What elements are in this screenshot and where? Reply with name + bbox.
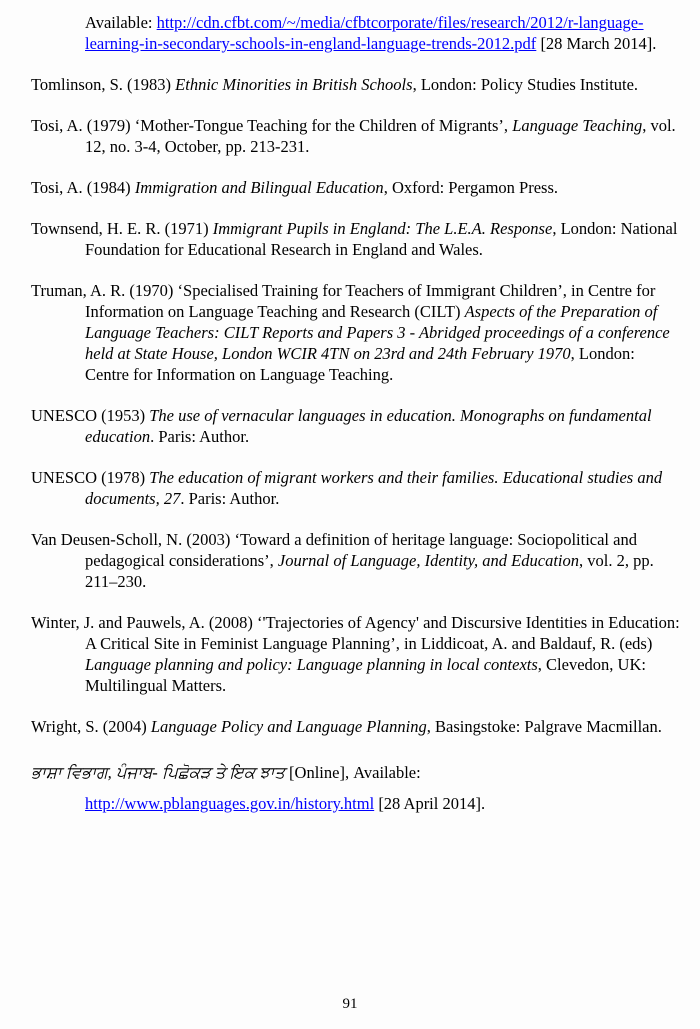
reference-text: Townsend, H. E. R. (1971) xyxy=(31,219,213,238)
reference-text: Winter, J. and Pauwels, A. (2008) ‘'Trajectories of Agency' and Discursive Identities in Education: A Critical Site in Feminist Language Planning’, in Liddicoat, A. and Baldauf, R. (eds) xyxy=(31,613,680,653)
reference-link[interactable]: http://cdn.cfbt.com/~/media/cfbtcorporate/files/research/2012/r-language-learning-in-secondary-schools-in-england-language-trends-2012.pdf xyxy=(85,13,644,53)
reference-text: Available: xyxy=(85,13,157,32)
reference-title: Immigration and Bilingual Education xyxy=(134,178,384,197)
reference-text: [28 March 2014]. xyxy=(536,34,657,53)
reference-text: . Paris: Author. xyxy=(180,489,280,508)
reference-text: Tosi, A. (1984) xyxy=(31,178,135,197)
reference-title: The use of vernacular languages in education. Monographs on fundamental education xyxy=(85,406,652,446)
reference-title: Language Teaching xyxy=(512,116,643,135)
reference-text: , London: Centre for Information on Language Teaching. xyxy=(85,344,635,384)
reference-text: Van Deusen-Scholl, N. (2003) ‘Toward a definition of heritage language: Sociopolitical and pedagogical considerations’, xyxy=(31,530,637,570)
reference-text: Tomlinson, S. (1983) xyxy=(31,75,176,94)
reference-text: [28 April 2014]. xyxy=(374,794,486,813)
reference-text: . Paris: Author. xyxy=(150,427,250,446)
reference-text: Tosi, A. (1979) ‘Mother-Tongue Teaching for the Children of Migrants’, xyxy=(31,116,513,135)
reference-text: UNESCO (1953) xyxy=(31,406,150,425)
reference-entry-wright-2004 xyxy=(31,716,680,737)
reference-text: , Clevedon, UK: Multilingual Matters. xyxy=(85,655,646,695)
reference-title: The education of migrant workers and their families. Educational studies and documents, 27 xyxy=(85,468,663,508)
reference-text: Truman, A. R. (1970) ‘Specialised Training for Teachers of Immigrant Children’, in Centre for Information on Language Teaching and Research (CILT) xyxy=(31,281,656,321)
reference-entry-unesco-1978 xyxy=(31,467,680,509)
reference-link[interactable]: http://www.pblanguages.gov.in/history.html xyxy=(85,794,375,813)
reference-text: , vol. 12, no. 3-4, October, pp. 213-231. xyxy=(85,116,676,156)
reference-title: Journal of Language, Identity, and Education xyxy=(277,551,579,570)
reference-title: Language Policy and Language Planning xyxy=(150,717,427,736)
reference-text: , vol. 2, pp. 211–230. xyxy=(85,551,654,591)
reference-entry-tomlinson-1983 xyxy=(31,74,680,95)
page-number: 91 xyxy=(342,996,358,1012)
reference-title: Ethnic Minorities in British Schools xyxy=(175,75,413,94)
reference-entry-townsend-1971 xyxy=(31,218,680,260)
reference-entry-unesco-1953 xyxy=(31,405,680,447)
reference-entry-truman-1970 xyxy=(31,280,680,385)
reference-title: Immigrant Pupils in England: The L.E.A. Response xyxy=(212,219,553,238)
reference-text: Wright, S. (2004) xyxy=(31,717,151,736)
reference-entry-van-deusen-scholl-2003 xyxy=(31,529,680,592)
reference-title: Language planning and policy: Language planning in local contexts xyxy=(85,655,538,674)
reference-entry-punjabi-language-department xyxy=(31,757,680,819)
reference-entry-winter-pauwels-2008 xyxy=(31,612,680,696)
reference-title: Aspects of the Preparation of Language Teachers: CILT Reports and Papers 3 - Abridged proceedings of a conference held at State House, London WCIR 4TN on 23rd and 24th February 1970 xyxy=(85,302,670,363)
reference-text: , London: Policy Studies Institute. xyxy=(412,75,639,94)
reference-text: , Oxford: Pergamon Press. xyxy=(383,178,558,197)
reference-text: UNESCO (1978) xyxy=(31,468,150,487)
reference-text: , Basingstoke: Palgrave Macmillan. xyxy=(426,717,662,736)
reference-text: [Online], Available: xyxy=(284,763,421,782)
reference-title: ਭਾਸ਼ਾ ਵਿਭਾਗ, ਪੰਜਾਬ- ਪਿਛੋਕੜ ਤੇ ਇਕ ਝਾਤ xyxy=(31,763,285,782)
reference-text: , London: National Foundation for Educational Research in England and Wales. xyxy=(85,219,678,259)
reference-entry-cfbt-report-continuation xyxy=(85,12,680,54)
reference-entry-tosi-1979 xyxy=(31,115,680,157)
reference-entry-tosi-1984 xyxy=(31,177,680,198)
